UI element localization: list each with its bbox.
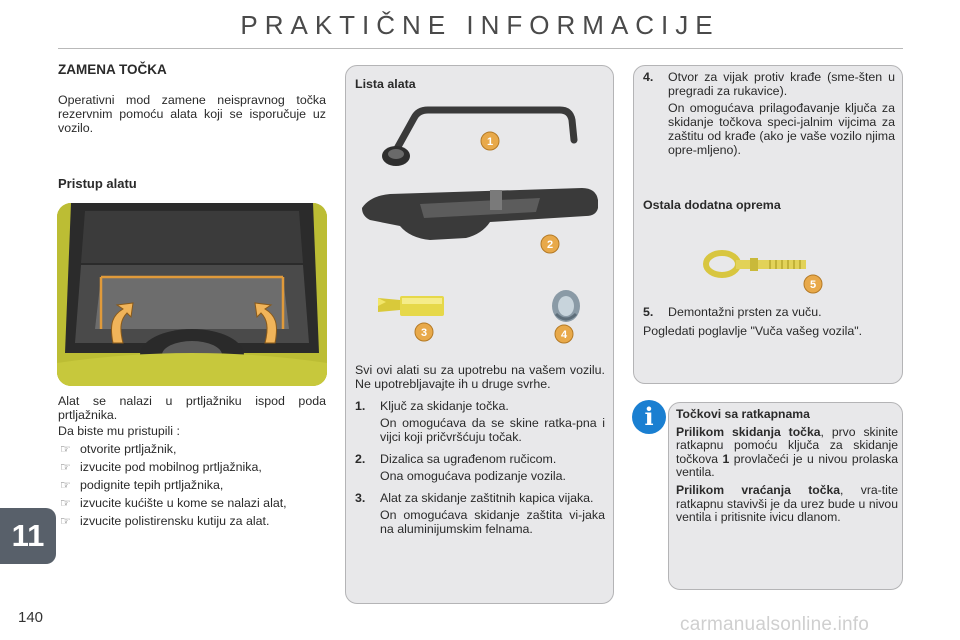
svg-text:2: 2 [546, 239, 554, 251]
access-steps-list [58, 442, 326, 528]
car-jack-icon [362, 188, 598, 240]
tool-item-1: 1. Ključ za skidanje točka. On omogućava da se skine ratka-pna i vijci koji pričvršćuju točak. [355, 399, 605, 444]
access-lead-text: Da biste mu pristupili : [58, 424, 180, 438]
watermark: carmanualsonline.info [680, 614, 870, 635]
tool-item-5: 5. Demontažni prsten za vuču. [643, 305, 822, 319]
tools-illustration [350, 96, 608, 358]
list-item: ☞ podignite tepih prtljažnika, [60, 478, 224, 492]
pointing-hand-icon: ☞ [60, 442, 71, 456]
info-icon: i [632, 400, 666, 434]
trunk-photo [57, 203, 327, 386]
trunk-illustration [57, 203, 327, 386]
wheel-wrench-icon [382, 110, 574, 166]
callout-badge-4 [555, 325, 573, 343]
page-number: 140 [18, 609, 44, 626]
tool-item-3: 3. Alat za skidanje zaštitnih kapica vijaka. On omogućava skidanje zaštita vi-jaka na aluminijumskim felnama. [355, 491, 605, 536]
svg-text:1: 1 [486, 136, 494, 148]
info-refit-paragraph: Prilikom vraćanja točka, vra-tite ratkapnu stavivši je da urez bude u nivou ventila i pritisnite ivicu dlanom. [676, 482, 898, 525]
chapter-tab: 11 [0, 508, 56, 564]
pointing-hand-icon: ☞ [60, 460, 71, 474]
tools-title: Lista alata [355, 77, 416, 91]
svg-text:5: 5 [809, 279, 817, 291]
svg-text:4: 4 [560, 329, 568, 341]
info-text-block [676, 408, 898, 529]
page-header-title: PRAKTIČNE INFORMACIJE [240, 10, 720, 40]
hubcap-tool-icon [378, 296, 444, 316]
tools-text-block [355, 363, 605, 536]
towing-reference-text: Pogledati poglavlje "Vuča vašeg vozila". [643, 324, 863, 338]
towing-eye-icon [706, 253, 806, 275]
list-item: ☞ izvucite kućište u kome se nalazi alat, [60, 496, 287, 510]
towing-eye-illustration [700, 240, 830, 296]
section-intro: Operativni mod zamene neispravnog točka rezervnim pomoću alata koji se isporučuje uz vozilo. [58, 93, 326, 135]
list-item: ☞ izvucite polistirensku kutiju za alat. [60, 514, 270, 528]
svg-text:3: 3 [420, 327, 428, 339]
callout-badge-2 [541, 235, 559, 253]
info-title: Točkovi sa ratkapnama [676, 407, 810, 421]
section-title: ZAMENA TOČKA [58, 62, 167, 77]
callout-badge-3 [415, 323, 433, 341]
callout-badge-5 [804, 275, 822, 293]
access-location-text: Alat se nalazi u prtljažniku ispod poda prtljažnika. [58, 394, 326, 422]
callout-badge-1 [481, 132, 499, 150]
tool-item-4: 4. Otvor za vijak protiv krađe (sme-šten u pregradi za rukavice). On omogućava prilagođavanje ključa za skidanje točkova speci-jalnim vijcima za zaštitu od krađe (ako je vaše vozilo njima opre-mljeno). [643, 70, 895, 157]
info-removal-paragraph: Prilikom skidanja točka, prvo skinite ratkapnu pomoću ključa za skidanje točkova 1 provlačeći je u nivou prolaska ventila. [676, 424, 898, 480]
pointing-hand-icon: ☞ [60, 478, 71, 492]
header-divider [58, 48, 903, 49]
anti-theft-socket-icon [552, 290, 580, 322]
list-item: ☞ otvorite prtljažnik, [60, 442, 177, 456]
extra-equipment-title: Ostala dodatna oprema [643, 198, 781, 212]
tools-intro: Svi ovi alati su za upotrebu na vašem vozilu. Ne upotrebljavajte ih u druge svrhe. [355, 363, 605, 391]
access-description [58, 394, 326, 532]
access-title: Pristup alatu [58, 176, 137, 191]
pointing-hand-icon: ☞ [60, 496, 71, 510]
list-item: ☞ izvucite pod mobilnog prtljažnika, [60, 460, 262, 474]
pointing-hand-icon: ☞ [60, 514, 71, 528]
tool-item-2: 2. Dizalica sa ugrađenom ručicom. Ona omogućava podizanje vozila. [355, 452, 566, 483]
